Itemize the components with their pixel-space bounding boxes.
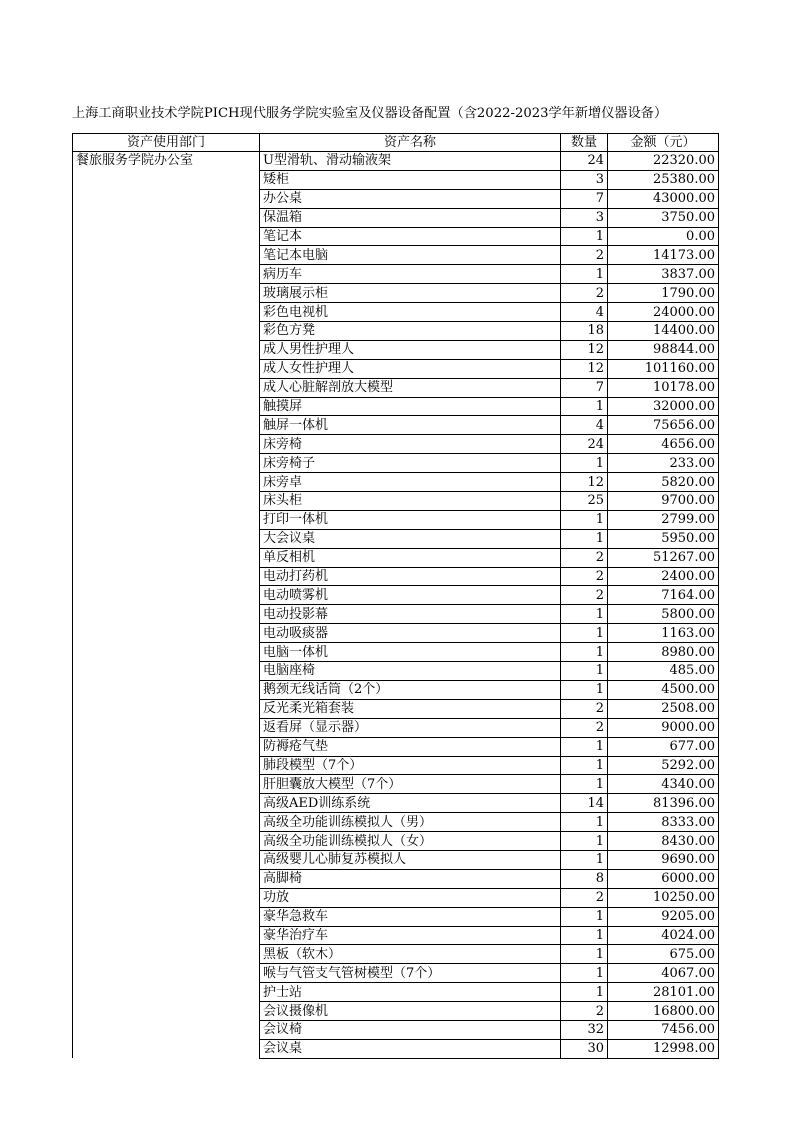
asset-name-cell: 豪华急救车 xyxy=(260,907,561,926)
quantity-cell: 1 xyxy=(561,680,608,699)
asset-name-cell: 彩色电视机 xyxy=(260,303,561,322)
quantity-cell: 8 xyxy=(561,869,608,888)
asset-name-cell: 笔记本 xyxy=(260,227,561,246)
asset-name-cell: 反光柔光箱套装 xyxy=(260,699,561,718)
quantity-cell: 3 xyxy=(561,170,608,189)
asset-name-cell: 防褥疮气垫 xyxy=(260,737,561,756)
amount-cell: 4340.00 xyxy=(608,775,719,794)
asset-name-cell: 会议椅 xyxy=(260,1020,561,1039)
asset-name-cell: 矮柜 xyxy=(260,170,561,189)
asset-name-cell: 会议摄像机 xyxy=(260,1002,561,1021)
amount-cell: 5820.00 xyxy=(608,473,719,492)
header-row xyxy=(73,134,719,152)
asset-name-cell: 大会议桌 xyxy=(260,529,561,548)
quantity-cell: 1 xyxy=(561,964,608,983)
amount-cell: 8430.00 xyxy=(608,832,719,851)
asset-name-cell: 电动投影幕 xyxy=(260,605,561,624)
asset-name-cell: 床旁椅 xyxy=(260,435,561,454)
amount-cell: 2400.00 xyxy=(608,567,719,586)
amount-cell: 233.00 xyxy=(608,454,719,473)
asset-name-cell: 高级AED训练系统 xyxy=(260,794,561,813)
quantity-cell: 1 xyxy=(561,605,608,624)
amount-cell: 14173.00 xyxy=(608,246,719,265)
amount-cell: 4024.00 xyxy=(608,926,719,945)
amount-cell: 4500.00 xyxy=(608,680,719,699)
quantity-cell: 1 xyxy=(561,775,608,794)
quantity-cell: 2 xyxy=(561,284,608,303)
amount-cell: 98844.00 xyxy=(608,340,719,359)
asset-name-cell: 肝胆囊放大模型（7个） xyxy=(260,775,561,794)
quantity-cell: 2 xyxy=(561,246,608,265)
asset-name-cell: 成人男性护理人 xyxy=(260,340,561,359)
amount-cell: 8980.00 xyxy=(608,643,719,662)
quantity-cell: 1 xyxy=(561,907,608,926)
document-title: 上海工商职业技术学院PICH现代服务学院实验室及仪器设备配置（含2022-2023学年新增仪器设备） xyxy=(72,106,668,121)
amount-cell: 14400.00 xyxy=(608,322,719,341)
quantity-cell: 2 xyxy=(561,1002,608,1021)
amount-cell: 5950.00 xyxy=(608,529,719,548)
asset-name-cell: 床头柜 xyxy=(260,492,561,511)
header-quantity: 数量 xyxy=(561,134,608,152)
asset-name-cell: 鹅颈无线话筒（2个） xyxy=(260,680,561,699)
quantity-cell: 2 xyxy=(561,888,608,907)
quantity-cell: 1 xyxy=(561,945,608,964)
asset-name-cell: 高脚椅 xyxy=(260,869,561,888)
quantity-cell: 1 xyxy=(561,510,608,529)
quantity-cell: 1 xyxy=(561,813,608,832)
quantity-cell: 2 xyxy=(561,548,608,567)
quantity-cell: 7 xyxy=(561,378,608,397)
asset-name-cell: 电动打药机 xyxy=(260,567,561,586)
quantity-cell: 1 xyxy=(561,529,608,548)
quantity-cell: 30 xyxy=(561,1039,608,1058)
quantity-cell: 4 xyxy=(561,416,608,435)
amount-cell: 10178.00 xyxy=(608,378,719,397)
asset-table xyxy=(72,133,719,1059)
asset-name-cell: 黑板（软木） xyxy=(260,945,561,964)
quantity-cell: 1 xyxy=(561,850,608,869)
amount-cell: 5292.00 xyxy=(608,756,719,775)
amount-cell: 1163.00 xyxy=(608,624,719,643)
quantity-cell: 12 xyxy=(561,359,608,378)
quantity-cell: 4 xyxy=(561,303,608,322)
quantity-cell: 2 xyxy=(561,567,608,586)
asset-name-cell: 笔记本电脑 xyxy=(260,246,561,265)
amount-cell: 51267.00 xyxy=(608,548,719,567)
amount-cell: 8333.00 xyxy=(608,813,719,832)
amount-cell: 7456.00 xyxy=(608,1020,719,1039)
asset-name-cell: 肺段模型（7个） xyxy=(260,756,561,775)
amount-cell: 101160.00 xyxy=(608,359,719,378)
amount-cell: 9205.00 xyxy=(608,907,719,926)
table-body xyxy=(73,152,719,1059)
quantity-cell: 1 xyxy=(561,737,608,756)
asset-name-cell: 会议桌 xyxy=(260,1039,561,1058)
quantity-cell: 1 xyxy=(561,265,608,284)
amount-cell: 12998.00 xyxy=(608,1039,719,1058)
asset-name-cell: 彩色方凳 xyxy=(260,322,561,341)
amount-cell: 2799.00 xyxy=(608,510,719,529)
amount-cell: 9700.00 xyxy=(608,492,719,511)
amount-cell: 9000.00 xyxy=(608,718,719,737)
asset-name-cell: 床旁椅子 xyxy=(260,454,561,473)
amount-cell: 28101.00 xyxy=(608,983,719,1002)
asset-name-cell: 高级婴儿心肺复苏模拟人 xyxy=(260,850,561,869)
quantity-cell: 1 xyxy=(561,624,608,643)
quantity-cell: 2 xyxy=(561,586,608,605)
amount-cell: 10250.00 xyxy=(608,888,719,907)
quantity-cell: 32 xyxy=(561,1020,608,1039)
amount-cell: 16800.00 xyxy=(608,1002,719,1021)
quantity-cell: 1 xyxy=(561,832,608,851)
asset-name-cell: 护士站 xyxy=(260,983,561,1002)
quantity-cell: 1 xyxy=(561,756,608,775)
amount-cell: 7164.00 xyxy=(608,586,719,605)
header-department: 资产使用部门 xyxy=(73,134,260,152)
asset-name-cell: 返看屏（显示器） xyxy=(260,718,561,737)
amount-cell: 22320.00 xyxy=(608,152,719,171)
amount-cell: 24000.00 xyxy=(608,303,719,322)
asset-name-cell: 病历车 xyxy=(260,265,561,284)
quantity-cell: 1 xyxy=(561,926,608,945)
quantity-cell: 1 xyxy=(561,454,608,473)
quantity-cell: 14 xyxy=(561,794,608,813)
amount-cell: 485.00 xyxy=(608,662,719,681)
amount-cell: 75656.00 xyxy=(608,416,719,435)
asset-name-cell: 电脑座椅 xyxy=(260,662,561,681)
quantity-cell: 24 xyxy=(561,435,608,454)
quantity-cell: 2 xyxy=(561,699,608,718)
asset-name-cell: 打印一体机 xyxy=(260,510,561,529)
header-amount: 金额（元） xyxy=(608,134,719,152)
asset-name-cell: 豪华治疗车 xyxy=(260,926,561,945)
quantity-cell: 2 xyxy=(561,718,608,737)
quantity-cell: 25 xyxy=(561,492,608,511)
amount-cell: 43000.00 xyxy=(608,189,719,208)
quantity-cell: 1 xyxy=(561,983,608,1002)
amount-cell: 0.00 xyxy=(608,227,719,246)
amount-cell: 25380.00 xyxy=(608,170,719,189)
amount-cell: 9690.00 xyxy=(608,850,719,869)
amount-cell: 677.00 xyxy=(608,737,719,756)
amount-cell: 3837.00 xyxy=(608,265,719,284)
asset-name-cell: 高级全功能训练模拟人（女） xyxy=(260,832,561,851)
amount-cell: 2508.00 xyxy=(608,699,719,718)
asset-name-cell: 单反相机 xyxy=(260,548,561,567)
quantity-cell: 1 xyxy=(561,397,608,416)
amount-cell: 81396.00 xyxy=(608,794,719,813)
asset-name-cell: 喉与气管支气管树模型（7个） xyxy=(260,964,561,983)
asset-name-cell: 功放 xyxy=(260,888,561,907)
amount-cell: 675.00 xyxy=(608,945,719,964)
quantity-cell: 7 xyxy=(561,189,608,208)
asset-name-cell: 高级全功能训练模拟人（男） xyxy=(260,813,561,832)
quantity-cell: 24 xyxy=(561,152,608,171)
quantity-cell: 12 xyxy=(561,473,608,492)
quantity-cell: 1 xyxy=(561,643,608,662)
amount-cell: 5800.00 xyxy=(608,605,719,624)
asset-name-cell: 办公桌 xyxy=(260,189,561,208)
quantity-cell: 1 xyxy=(561,227,608,246)
quantity-cell: 1 xyxy=(561,662,608,681)
amount-cell: 4656.00 xyxy=(608,435,719,454)
asset-name-cell: 触摸屏 xyxy=(260,397,561,416)
asset-name-cell: 玻璃展示柜 xyxy=(260,284,561,303)
amount-cell: 6000.00 xyxy=(608,869,719,888)
quantity-cell: 18 xyxy=(561,322,608,341)
quantity-cell: 3 xyxy=(561,208,608,227)
asset-name-cell: 成人女性护理人 xyxy=(260,359,561,378)
asset-name-cell: 电动吸痰器 xyxy=(260,624,561,643)
asset-name-cell: U型滑轨、滑动输液架 xyxy=(260,152,561,171)
amount-cell: 32000.00 xyxy=(608,397,719,416)
amount-cell: 1790.00 xyxy=(608,284,719,303)
asset-name-cell: 保温箱 xyxy=(260,208,561,227)
asset-name-cell: 成人心脏解剖放大模型 xyxy=(260,378,561,397)
amount-cell: 4067.00 xyxy=(608,964,719,983)
quantity-cell: 12 xyxy=(561,340,608,359)
asset-name-cell: 电脑一体机 xyxy=(260,643,561,662)
department-cell: 餐旅服务学院办公室 xyxy=(73,152,260,1059)
asset-name-cell: 床旁卓 xyxy=(260,473,561,492)
amount-cell: 3750.00 xyxy=(608,208,719,227)
asset-name-cell: 电动喷雾机 xyxy=(260,586,561,605)
header-asset-name: 资产名称 xyxy=(260,134,561,152)
table-row xyxy=(73,152,719,171)
asset-name-cell: 触屏一体机 xyxy=(260,416,561,435)
